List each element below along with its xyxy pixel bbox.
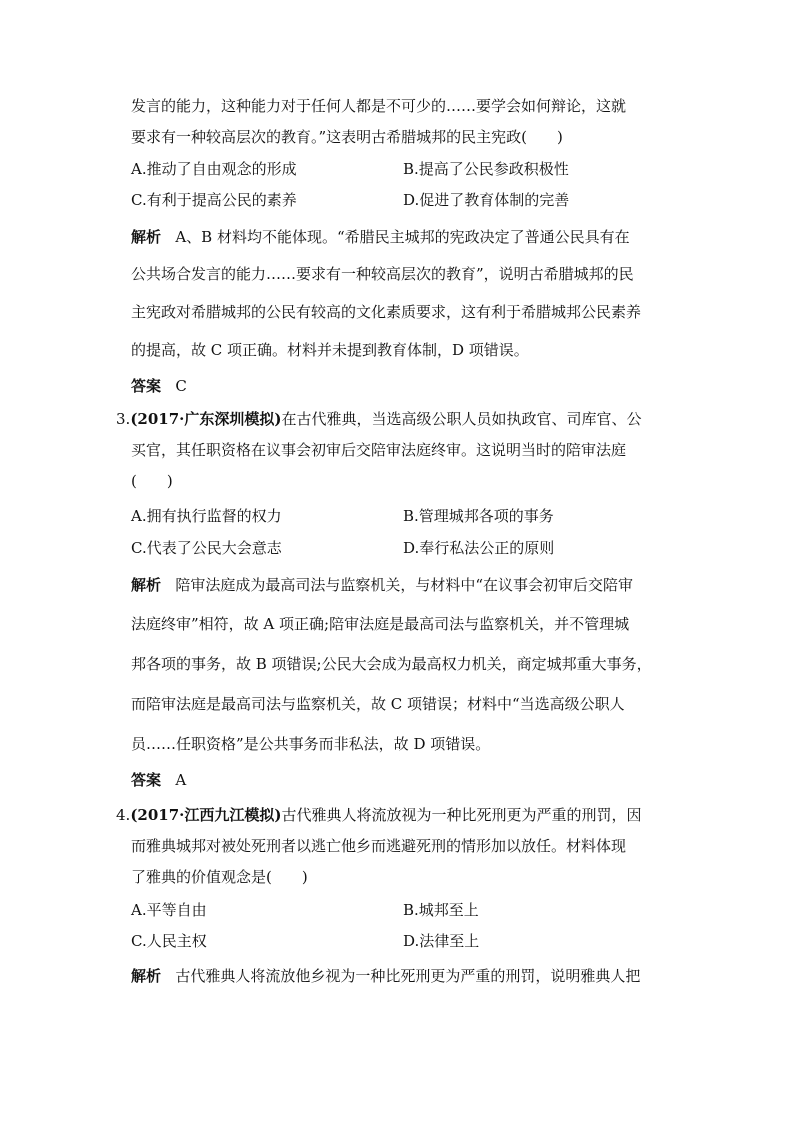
q2-analysis-tag: 解析 — [131, 228, 162, 246]
q3-stem-line-3: ( ) — [131, 472, 173, 490]
q2-analysis-line-4: 的提高，故 C 项正确。材料并未提到教育体制，D 项错误。 — [131, 341, 529, 359]
q3-analysis-line-2: 法庭终审”相符，故 A 项正确;陪审法庭是最高司法与监察机关，并不管理城 — [131, 615, 630, 633]
q2-answer-tag: 答案 — [131, 377, 162, 395]
q3-number: 3. — [116, 410, 131, 428]
q3-option-b: B.管理城邦各项的事务 — [403, 507, 554, 525]
q4-stem-text-1: 古代雅典人将流放视为一种比死刑更为严重的刑罚，因 — [281, 806, 642, 824]
q4-analysis-line-1 — [131, 966, 640, 986]
q3-analysis-tag: 解析 — [131, 576, 162, 594]
q3-option-a: A.拥有执行监督的权力 — [131, 507, 282, 525]
q2-answer-value: C — [175, 377, 187, 395]
q3-analysis-line-1 — [131, 575, 633, 595]
q2-option-a: A.推动了自由观念的形成 — [131, 160, 297, 178]
q4-option-c: C.人民主权 — [131, 932, 207, 950]
q3-option-c: C.代表了公民大会意志 — [131, 539, 282, 557]
q3-analysis-line-3: 邦各项的事务，故 B 项错误;公民大会成为最高权力机关，商定城邦重大事务， — [131, 655, 652, 673]
q2-analysis-text-1: A、B 材料均不能体现。“希腊民主城邦的宪政决定了普通公民具有在 — [175, 228, 630, 246]
q4-analysis-tag: 解析 — [131, 967, 162, 985]
q2-option-d: D.促进了教育体制的完善 — [403, 191, 570, 209]
q2-analysis-line-1 — [131, 227, 630, 247]
q4-stem-line-1 — [116, 805, 642, 825]
q4-source: (2017·江西九江模拟) — [130, 806, 282, 824]
q3-stem-line-1 — [116, 409, 642, 429]
q2-analysis-line-3: 主宪政对希腊城邦的公民有较高的文化素质要求，这有利于希腊城邦公民素养 — [131, 303, 642, 321]
q4-option-a: A.平等自由 — [131, 901, 207, 919]
q3-answer — [131, 770, 186, 790]
q3-option-d: D.奉行私法公正的原则 — [403, 539, 555, 557]
q3-analysis-line-4: 而陪审法庭是最高司法与监察机关，故 C 项错误；材料中“当选高级公职人 — [131, 695, 625, 713]
q4-analysis-text-1: 古代雅典人将流放他乡视为一种比死刑更为严重的刑罚，说明雅典人把 — [175, 967, 641, 985]
q4-number: 4. — [116, 806, 131, 824]
q2-analysis-line-2: 公共场合发言的能力……要求有一种较高层次的教育”，说明古希腊城邦的民 — [131, 265, 634, 283]
q2-stem-line-1: 发言的能力，这种能力对于任何人都是不可少的……要学会如何辩论，这就 — [131, 97, 627, 115]
q4-option-d: D.法律至上 — [403, 932, 480, 950]
q3-stem-line-2: 买官，其任职资格在议事会初审后交陪审法庭终审。这说明当时的陪审法庭 — [131, 441, 627, 459]
q4-stem-line-3: 了雅典的价值观念是( ) — [131, 868, 308, 886]
q3-stem-text-1: 在古代雅典，当选高级公职人员如执政官、司库官、公 — [281, 410, 642, 428]
q4-option-b: B.城邦至上 — [403, 901, 479, 919]
q3-source: (2017·广东深圳模拟) — [130, 410, 282, 428]
q4-stem-line-2: 而雅典城邦对被处死刑者以逃亡他乡而逃避死刑的情形加以放任。材料体现 — [131, 837, 627, 855]
q3-analysis-line-5: 员……任职资格”是公共事务而非私法，故 D 项错误。 — [131, 735, 491, 753]
q2-stem-line-2: 要求有一种较高层次的教育。”这表明古希腊城邦的民主宪政( ) — [131, 128, 563, 146]
q3-analysis-text-1: 陪审法庭成为最高司法与监察机关，与材料中“在议事会初审后交陪审 — [175, 576, 633, 594]
q3-answer-value: A — [175, 771, 187, 789]
q2-option-c: C.有利于提高公民的素养 — [131, 191, 297, 209]
q2-answer — [131, 376, 187, 396]
q3-answer-tag: 答案 — [131, 771, 162, 789]
q2-option-b: B.提高了公民参政积极性 — [403, 160, 569, 178]
